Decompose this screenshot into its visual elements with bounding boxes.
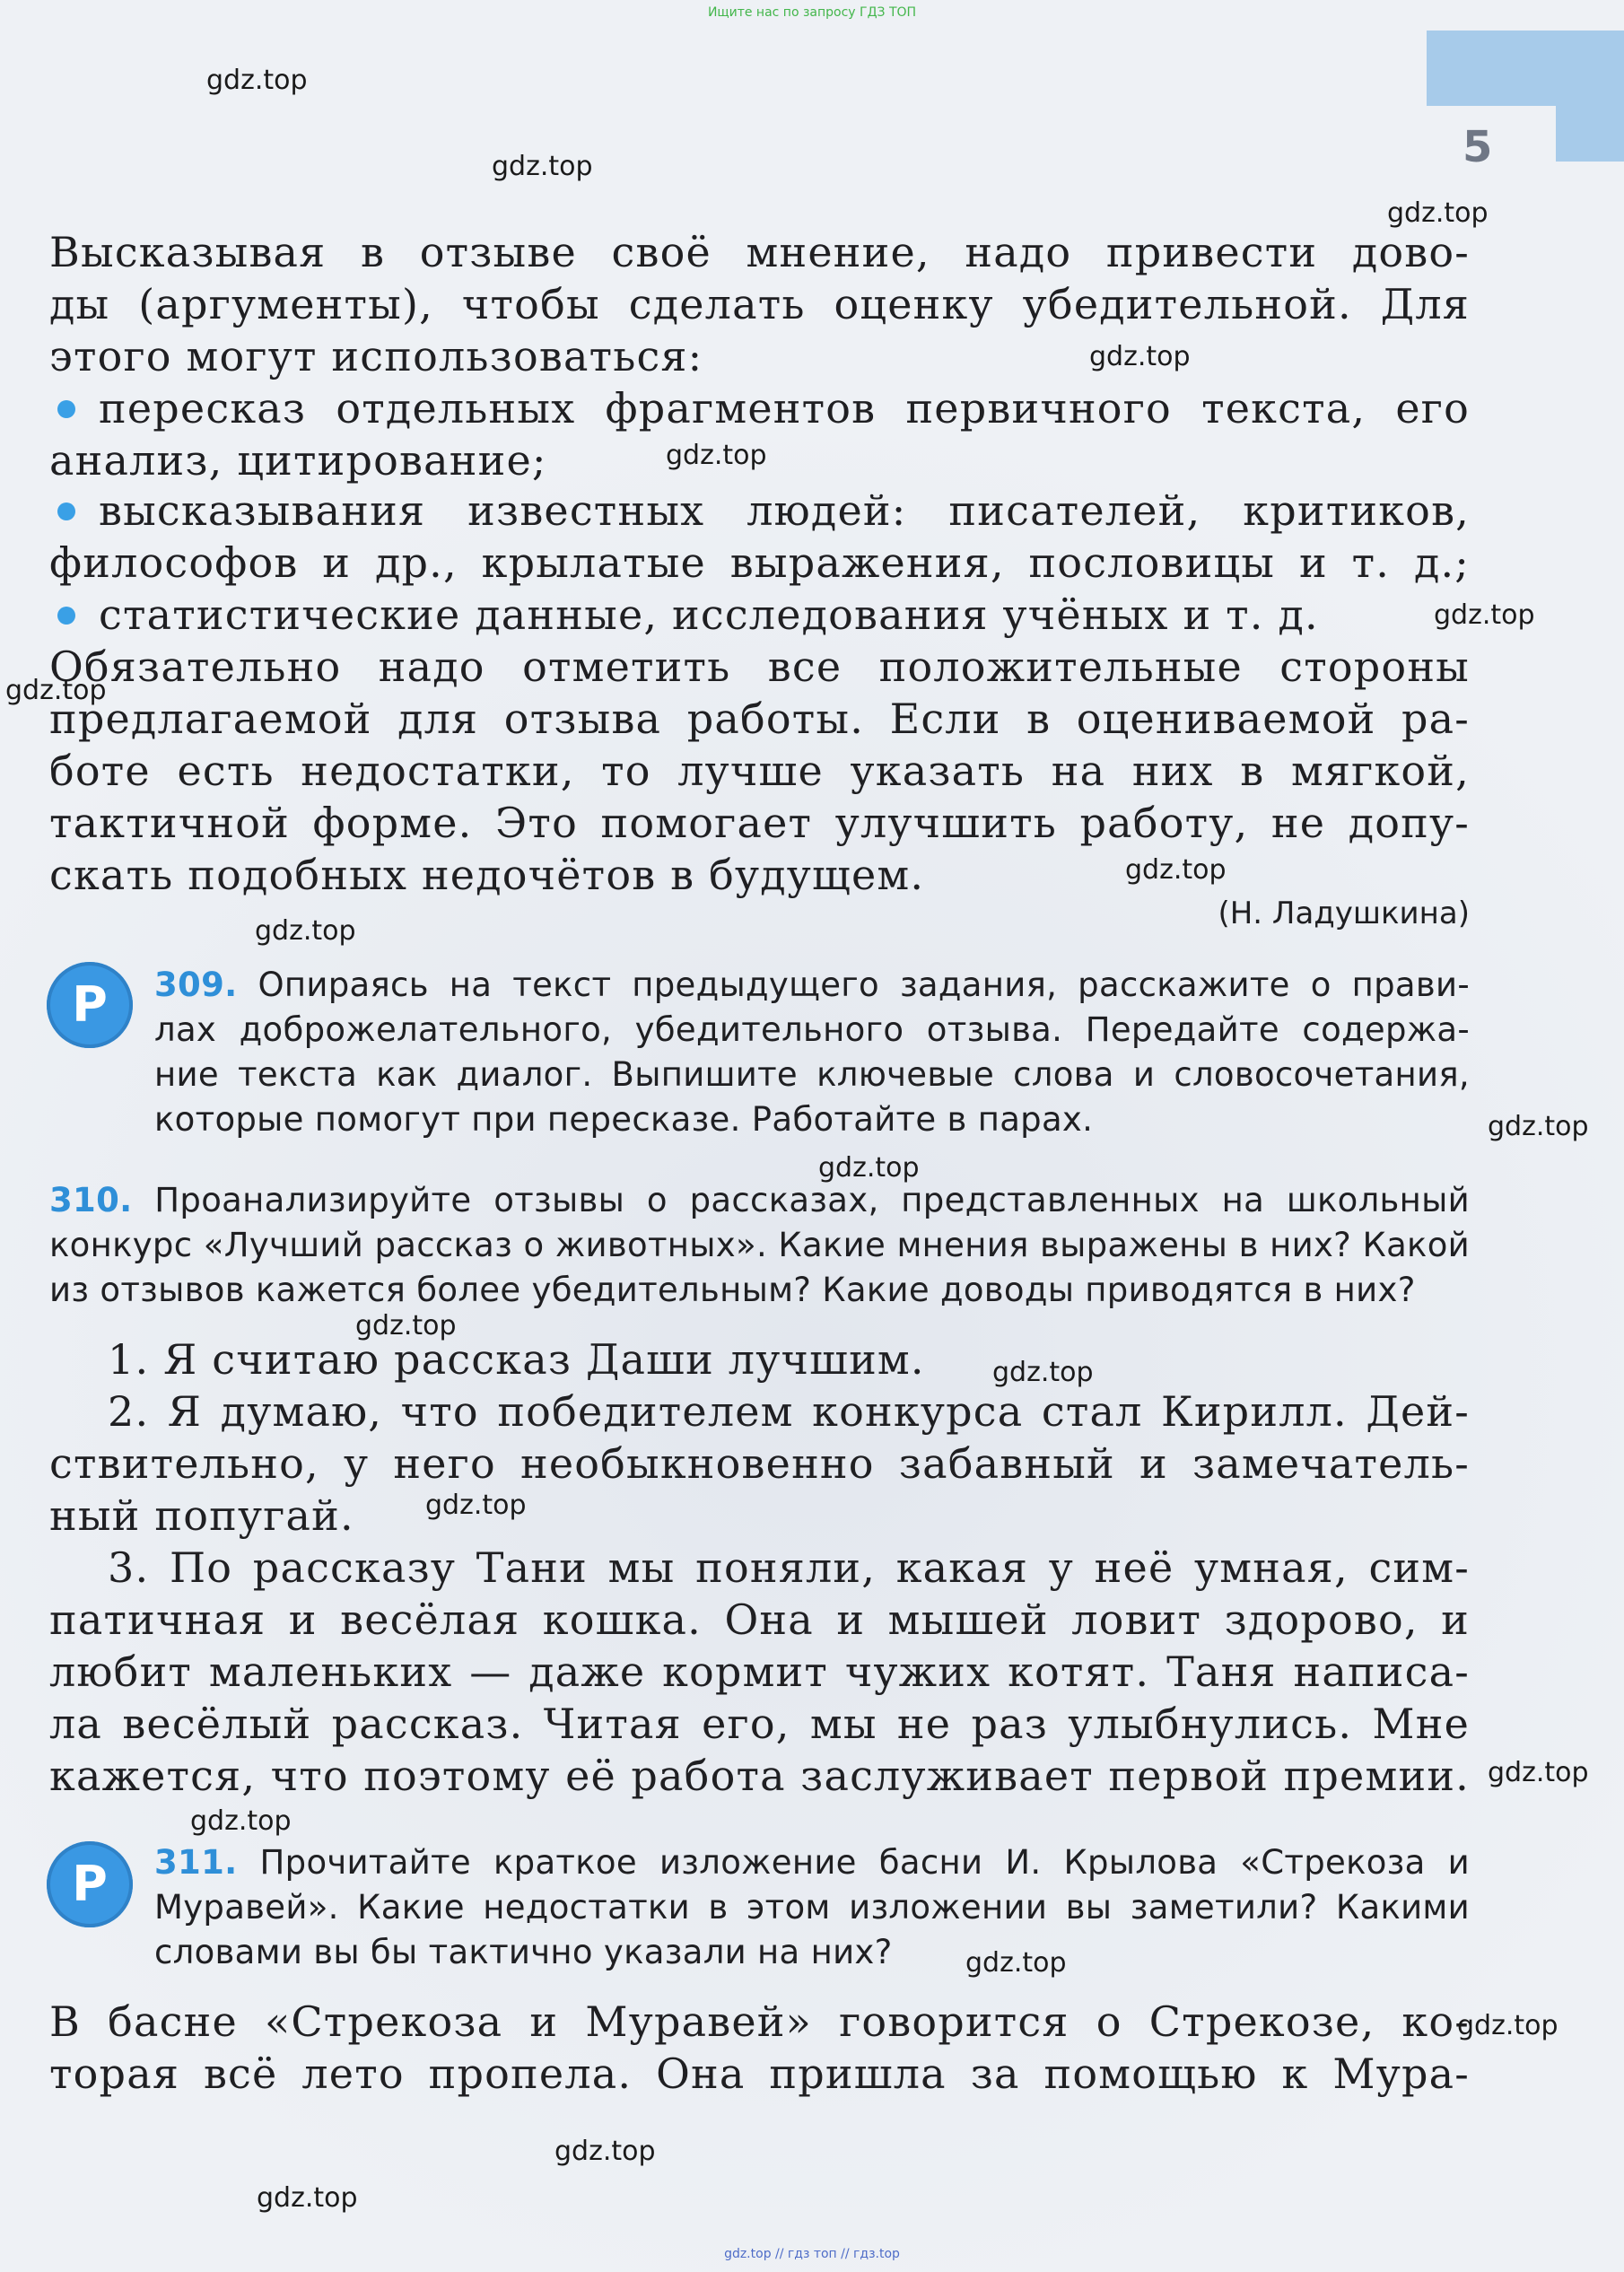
watermark-text: gdz.top [1457,2010,1559,2041]
task-311-line [154,1841,1470,1884]
bullet-icon [57,400,75,418]
watermark-text: gdz.top [492,151,593,182]
list-item: статистические данные, исследования учёных и т. д. [99,590,1319,639]
watermark-text: gdz.top [355,1310,457,1341]
fable-text-line: В басне «Стрекоза и Муравей» говорится о Стрекозе, ко- [49,1997,1470,2046]
review-line: ла весёлый рассказ. Читая его, мы не раз улыбнулись. Мне [49,1700,1470,1748]
watermark-text: gdz.top [1387,197,1489,229]
task-type-icon: Р [47,1841,133,1927]
watermark-text: gdz.top [1488,1757,1589,1788]
review-line: патичная и весёлая кошка. Она и мышей ловит здорово, и [49,1595,1470,1644]
review-line: кажется, что поэтому её работа заслуживает первой премии. [49,1752,1470,1800]
watermark-text: gdz.top [255,915,356,947]
conclusion-line: скать подобных недочётов в будущем. [49,851,925,899]
watermark-text: gdz.top [992,1357,1094,1388]
conclusion-line: предлагаемой для отзыва работы. Если в оцениваемой ра- [49,695,1470,743]
watermark-text: gdz.top [666,440,767,471]
watermark-text: gdz.top [425,1490,527,1521]
conclusion-line: Обязательно надо отметить все положительные стороны [49,642,1470,691]
list-item: пересказ отдельных фрагментов первичного текста, его [99,384,1470,433]
task-number: 311. [154,1843,238,1882]
task-text: Проанализируйте отзывы о рассказах, представленных на школьный [154,1181,1470,1219]
watermark-text: gdz.top [190,1805,292,1837]
task-number: 310. [49,1181,133,1219]
source-author: (Н. Ладушкина) [1218,896,1470,931]
watermark-text: gdz.top [554,2136,656,2167]
review-line: ствительно, у него необыкновенно забавный и замечатель- [49,1439,1470,1488]
watermark-text: gdz.top [206,65,308,96]
watermark-text: gdz.top [1089,341,1191,372]
watermark-text: gdz.top [965,1947,1067,1979]
watermark-text: gdz.top [5,675,107,706]
conclusion-line: тактичной форме. Это помогает улучшить работу, не допу- [49,799,1470,847]
bullet-icon [57,502,75,520]
task-type-icon: Р [47,962,133,1048]
bottom-credit: gdz.top // гдз топ // гдз.top [724,2247,900,2261]
task-311-line: Муравей». Какие недостатки в этом изложении вы заметили? Какими [154,1888,1470,1927]
task-309-line [154,964,1470,1007]
task-310-line [49,1179,1470,1222]
page-number: 5 [1462,122,1493,172]
review-line: 2. Я думаю, что победителем конкурса стал Кирилл. Дей- [108,1387,1470,1436]
list-item-continuation: философов и др., крылатые выражения, пословицы и т. д.; [49,538,1470,587]
list-item-continuation: анализ, цитирование; [49,436,547,485]
review-line: 3. По рассказу Тани мы поняли, какая у неё умная, сим- [108,1543,1470,1592]
review-line: любит маленьких — даже кормит чужих котят. Таня написа- [49,1647,1470,1696]
intro-line: ды (аргументы), чтобы сделать оценку убедительной. Для [49,280,1470,328]
task-text: Прочитайте краткое изложение басни И. Крылова «Стрекоза и [259,1843,1470,1882]
task-text: Опираясь на текст предыдущего задания, расскажите о прави- [258,966,1470,1004]
task-310-line: конкурс «Лучший рассказ о животных». Какие мнения выражены в них? Какой [49,1226,1470,1264]
watermark-text: gdz.top [1434,599,1535,631]
conclusion-line: боте есть недостатки, то лучше указать на них в мягкой, [49,747,1470,795]
task-number: 309. [154,966,238,1004]
intro-line: Высказывая в отзыве своё мнение, надо привести дово- [49,228,1470,276]
review-line: 1. Я считаю рассказ Даши лучшим. [108,1335,925,1384]
top-hint: Ищите нас по запросу ГДЗ ТОП [707,5,917,20]
review-line: ный попугай. [49,1491,354,1540]
fable-text-line: торая всё лето пропела. Она пришла за помощью к Мура- [49,2049,1470,2098]
task-311-line: словами вы бы тактично указали на них? [154,1933,893,1971]
task-310-line: из отзывов кажется более убедительным? Какие доводы приводятся в них? [49,1271,1416,1309]
watermark-text: gdz.top [257,2182,358,2214]
task-309-line: которые помогут при пересказе. Работайте в парах. [154,1100,1094,1139]
task-309-line: лах доброжелательного, убедительного отзыва. Передайте содержа- [154,1010,1470,1049]
bullet-icon [57,607,75,625]
watermark-text: gdz.top [1125,854,1227,886]
watermark-text: gdz.top [1488,1111,1589,1142]
task-309-line: ние текста как диалог. Выпишите ключевые слова и словосочетания, [154,1055,1470,1094]
list-item: высказывания известных людей: писателей, критиков, [99,486,1470,535]
watermark-text: gdz.top [818,1152,920,1184]
intro-line: этого могут использоваться: [49,332,703,380]
